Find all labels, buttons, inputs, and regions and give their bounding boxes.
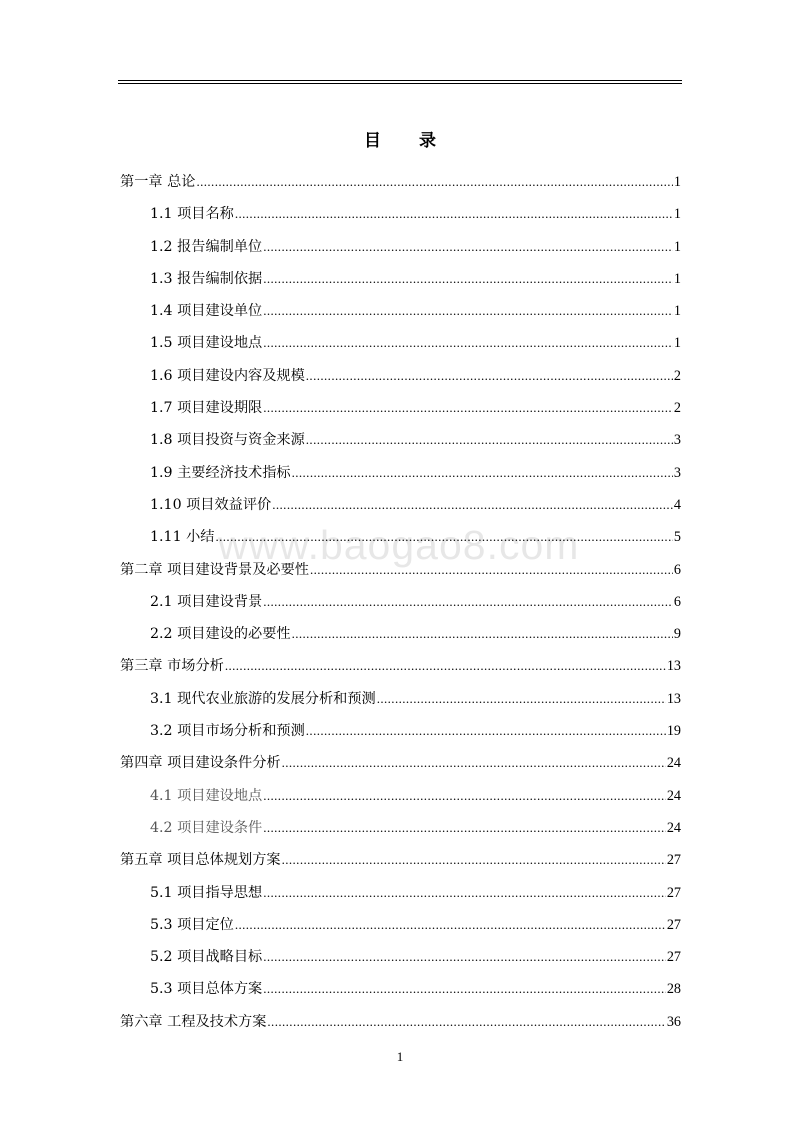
toc-dot-leader bbox=[263, 941, 666, 973]
toc-entry-page: 27 bbox=[666, 949, 681, 966]
toc-entry-page: 28 bbox=[666, 981, 681, 998]
toc-dot-leader bbox=[225, 650, 666, 682]
toc-entry-page: 19 bbox=[666, 723, 681, 740]
toc-entry-label: 1.8 项目投资与资金来源 bbox=[150, 432, 305, 449]
toc-dot-leader bbox=[282, 844, 666, 876]
toc-entry-label: 4.1 项目建设地点 bbox=[150, 787, 263, 804]
header-rule-thin bbox=[118, 83, 682, 84]
toc-dot-leader bbox=[292, 618, 673, 650]
toc-chapter-entry[interactable] bbox=[120, 650, 681, 682]
toc-section-entry[interactable] bbox=[120, 424, 681, 456]
toc-section-entry[interactable] bbox=[120, 327, 681, 359]
toc-section-entry[interactable] bbox=[120, 295, 681, 327]
toc-dot-leader bbox=[263, 973, 666, 1005]
toc-dot-leader bbox=[263, 392, 673, 424]
toc-entry-page: 1 bbox=[673, 206, 681, 223]
toc-entry-label: 5.3 项目定位 bbox=[150, 916, 234, 933]
toc-entry-page: 13 bbox=[666, 658, 681, 675]
toc-chapter-entry[interactable] bbox=[120, 166, 681, 198]
toc-entry-page: 36 bbox=[666, 1013, 681, 1030]
toc-entry-page: 24 bbox=[666, 787, 681, 804]
toc-dot-leader bbox=[263, 327, 673, 359]
toc-entry-label: 2.2 项目建设的必要性 bbox=[150, 626, 291, 643]
toc-entry-page: 27 bbox=[666, 852, 681, 869]
toc-entry-label: 1.11 小结 bbox=[150, 529, 215, 546]
toc-section-entry[interactable] bbox=[120, 457, 681, 489]
toc-section-entry[interactable] bbox=[120, 812, 681, 844]
toc-chapter-entry[interactable] bbox=[120, 747, 681, 779]
toc-entry-page: 24 bbox=[666, 819, 681, 836]
toc-entry-page: 2 bbox=[673, 400, 681, 417]
toc-dot-leader bbox=[263, 812, 666, 844]
toc-entry-label: 1.2 报告编制单位 bbox=[150, 238, 263, 255]
toc-dot-leader bbox=[267, 1006, 665, 1038]
toc-entry-page: 5 bbox=[673, 529, 681, 546]
toc-entry-label: 5.1 项目指导思想 bbox=[150, 884, 263, 901]
toc-chapter-entry[interactable] bbox=[120, 554, 681, 586]
toc-entry-page: 1 bbox=[673, 303, 681, 320]
toc-entry-page: 1 bbox=[673, 335, 681, 352]
toc-entry-label: 1.4 项目建设单位 bbox=[150, 303, 263, 320]
toc-entry-page: 1 bbox=[673, 238, 681, 255]
toc-entry-label: 3.1 现代农业旅游的发展分析和预测 bbox=[150, 690, 376, 707]
toc-entry-page: 27 bbox=[666, 884, 681, 901]
toc-entry-page: 9 bbox=[673, 626, 681, 643]
toc-entry-label: 1.5 项目建设地点 bbox=[150, 335, 263, 352]
toc-section-entry[interactable] bbox=[120, 909, 681, 941]
toc-entry-label: 1.3 报告编制依据 bbox=[150, 270, 263, 287]
toc-entry-label: 4.2 项目建设条件 bbox=[150, 819, 263, 836]
toc-dot-leader bbox=[235, 198, 673, 230]
toc-title: 目 录 bbox=[364, 131, 452, 151]
toc-section-entry[interactable] bbox=[120, 780, 681, 812]
toc-section-entry[interactable] bbox=[120, 231, 681, 263]
toc-entry-label: 第一章 总论 bbox=[120, 174, 196, 190]
toc-entry-page: 4 bbox=[673, 496, 681, 513]
toc-entry-page: 13 bbox=[666, 690, 681, 707]
toc-section-entry[interactable] bbox=[120, 263, 681, 295]
toc-entry-label: 第五章 项目总体规划方案 bbox=[120, 852, 281, 869]
toc-chapter-entry[interactable] bbox=[120, 1006, 681, 1038]
toc-entry-label: 1.6 项目建设内容及规模 bbox=[150, 367, 305, 384]
page-number: 1 bbox=[396, 1049, 404, 1064]
toc-entry-label: 3.2 项目市场分析和预测 bbox=[150, 723, 305, 740]
toc-entry-label: 1.7 项目建设期限 bbox=[150, 400, 263, 417]
toc-entry-label: 第二章 项目建设背景及必要性 bbox=[120, 561, 309, 578]
toc-section-entry[interactable] bbox=[120, 586, 681, 618]
toc-section-entry[interactable] bbox=[120, 360, 681, 392]
toc-dot-leader bbox=[306, 715, 666, 747]
toc-entry-page: 6 bbox=[673, 593, 681, 610]
toc-entry-page: 1 bbox=[673, 174, 681, 190]
toc-dot-leader bbox=[263, 877, 666, 909]
toc-section-entry[interactable] bbox=[120, 941, 681, 973]
toc-dot-leader bbox=[263, 231, 673, 263]
toc-entry-page: 3 bbox=[673, 464, 681, 481]
toc-dot-leader bbox=[263, 295, 673, 327]
toc-dot-leader bbox=[235, 909, 666, 941]
toc-dot-leader bbox=[272, 489, 673, 521]
toc-entry-label: 5.3 项目总体方案 bbox=[150, 981, 263, 998]
watermark: www.baogao8.com bbox=[218, 522, 580, 568]
toc-dot-leader bbox=[310, 554, 673, 586]
toc-entry-label: 第三章 市场分析 bbox=[120, 658, 224, 675]
toc-section-entry[interactable] bbox=[120, 877, 681, 909]
toc-dot-leader bbox=[263, 586, 673, 618]
toc-entry-page: 24 bbox=[666, 755, 681, 772]
toc-entry-page: 1 bbox=[673, 270, 681, 287]
header-rule bbox=[118, 80, 682, 81]
toc-dot-leader bbox=[263, 780, 666, 812]
toc-section-entry[interactable] bbox=[120, 392, 681, 424]
toc-dot-leader bbox=[306, 424, 673, 456]
toc-entry-label: 1.10 项目效益评价 bbox=[150, 496, 272, 513]
toc-entry-label: 5.2 项目战略目标 bbox=[150, 949, 263, 966]
toc-dot-leader bbox=[263, 263, 673, 295]
toc-chapter-entry[interactable] bbox=[120, 844, 681, 876]
table-of-contents bbox=[120, 166, 681, 1038]
toc-section-entry[interactable] bbox=[120, 973, 681, 1005]
toc-dot-leader bbox=[377, 683, 666, 715]
toc-dot-leader bbox=[292, 457, 673, 489]
toc-section-entry[interactable] bbox=[120, 198, 681, 230]
toc-dot-leader bbox=[215, 521, 672, 553]
toc-dot-leader bbox=[282, 747, 666, 779]
toc-entry-label: 第四章 项目建设条件分析 bbox=[120, 755, 281, 772]
toc-section-entry[interactable] bbox=[120, 521, 681, 553]
toc-section-entry[interactable] bbox=[120, 489, 681, 521]
toc-entry-label: 第六章 工程及技术方案 bbox=[120, 1013, 267, 1030]
toc-entry-page: 27 bbox=[666, 916, 681, 933]
toc-section-entry[interactable] bbox=[120, 715, 681, 747]
toc-dot-leader bbox=[306, 360, 673, 392]
toc-entry-label: 1.1 项目名称 bbox=[150, 206, 234, 223]
toc-section-entry[interactable] bbox=[120, 618, 681, 650]
toc-entry-label: 2.1 项目建设背景 bbox=[150, 593, 263, 610]
toc-section-entry[interactable] bbox=[120, 683, 681, 715]
toc-entry-page: 2 bbox=[673, 367, 681, 384]
toc-dot-leader bbox=[196, 166, 672, 198]
toc-entry-label: 1.9 主要经济技术指标 bbox=[150, 464, 291, 481]
toc-entry-page: 3 bbox=[673, 432, 681, 449]
toc-entry-page: 6 bbox=[673, 561, 681, 578]
